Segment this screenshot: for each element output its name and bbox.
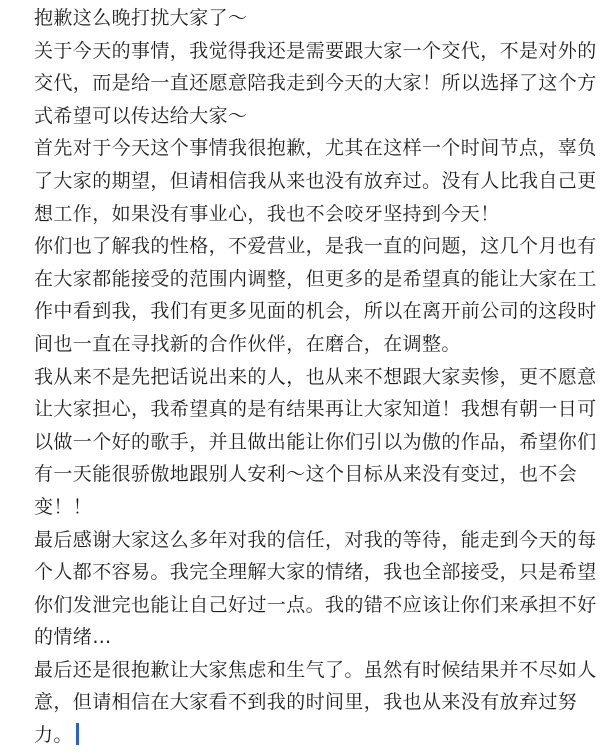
text-line: 我从来不是先把话说出来的人，也从来不想跟大家卖惨，更不愿意 <box>34 365 597 388</box>
text-line: 你们也了解我的性格，不爱营业，是我一直的问题，这几个月也有 <box>34 235 597 258</box>
text-line: 以做一个好的歌手，并且做出能让你们引以为傲的作品，希望你们 <box>34 430 597 453</box>
text-line: 首先对于今天这个事情我很抱歉，尤其在这样一个时间节点，辜负 <box>34 137 597 160</box>
text-line: 式希望可以传达给大家～ <box>34 104 248 127</box>
text-line: 的情绪… <box>34 626 112 649</box>
text-line: 最后感谢大家这么多年对我的信任，对我的等待，能走到今天的每 <box>34 528 597 551</box>
text-line-content: 力。 <box>34 724 73 747</box>
text-line: 交代，而是给一直还愿意陪我走到今天的大家！所以选择了这个方 <box>34 72 597 95</box>
text-line: 在大家都能接受的范围内调整，但更多的是希望真的能让大家在工 <box>34 267 597 290</box>
note-body <box>34 0 597 752</box>
text-line: 想工作，如果没有事业心，我也不会咬牙坚持到今天！ <box>34 202 500 225</box>
text-line: 抱歉这么晚打扰大家了～ <box>34 7 248 29</box>
text-line: 意，但请相信在大家看不到我的时间里，我也从来没有放弃过努 <box>34 691 578 714</box>
text-line: 作中看到我，我们有更多见面的机会，所以在离开前公司的这段时 <box>34 300 597 323</box>
text-line: 了大家的期望，但请相信我从来也没有放弃过。没有人比我自己更 <box>34 169 597 192</box>
text-line: 有一天能很骄傲地跟别人安利～这个目标从来没有变过，也不会 <box>34 463 578 486</box>
text-line: 你们发泄完也能让自己好过一点。我的错不应该让你们来承担不好 <box>34 593 597 616</box>
text-line: 个人都不容易。我完全理解大家的情绪，我也全部接受，只是希望 <box>34 561 597 584</box>
text-line: 间也一直在寻找新的合作伙伴，在磨合，在调整。 <box>34 332 461 355</box>
text-line: 关于今天的事情，我觉得我还是需要跟大家一个交代，不是对外的 <box>34 39 597 62</box>
text-line: 最后还是很抱歉让大家焦虑和生气了。虽然有时候结果并不尽如人 <box>34 658 597 681</box>
text-line: 变！！ <box>34 495 93 518</box>
text-line: 让大家担心，我希望真的是有结果再让大家知道！我想有朝一日可 <box>34 398 597 421</box>
text-cursor <box>76 723 79 745</box>
last-text-line[interactable] <box>34 719 574 752</box>
